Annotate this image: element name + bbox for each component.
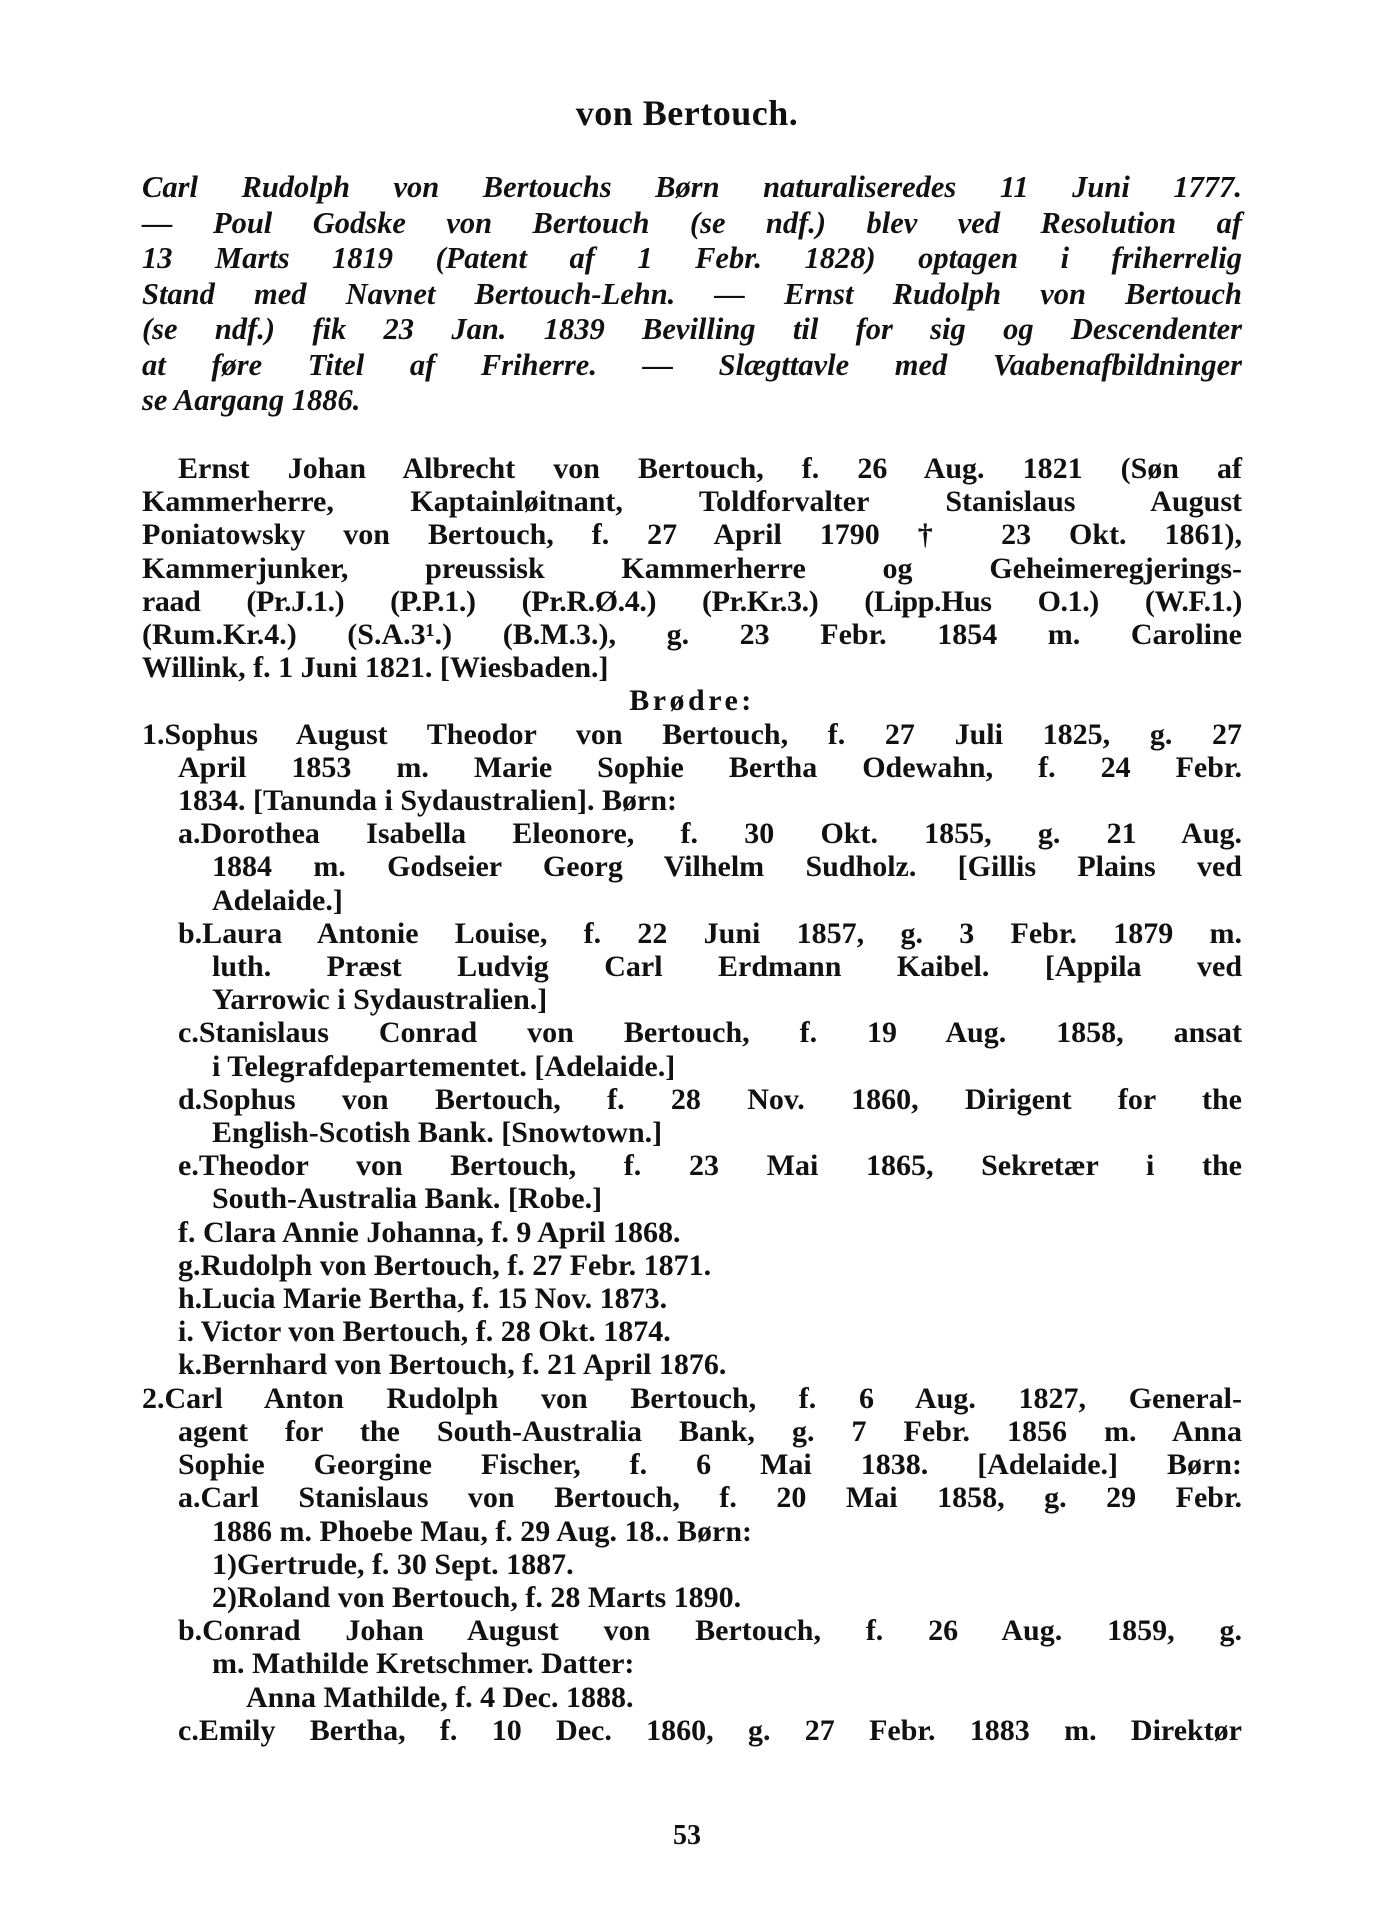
entry-line: Ernst Johan Albrecht von Bertouch, f. 26 Aug. 1821 (Søn af — [178, 452, 1242, 485]
grandchild-line: i Telegrafdepartementet. [Adelaide.] — [212, 1049, 676, 1083]
child-line: agent for the South-Australia Bank, g. 7 Febr. 1856 m. Anna — [178, 1414, 1242, 1448]
entry-line: Poniatowsky von Bertouch, f. 27 April 1790 † 23 Okt. 1861), — [142, 518, 1242, 552]
intro-line: at føre Titel af Friherre. — Slægttavle med Vaabenafbildninger — [142, 347, 1242, 382]
grandchild-line: h.Lucia Marie Bertha, f. 15 Nov. 1873. — [178, 1282, 668, 1316]
grandchild-line: 1886 m. Phoebe Mau, f. 29 Aug. 18.. Børn: — [212, 1514, 752, 1548]
grandchild-line: 1884 m. Godseier Georg Vilhelm Sudholz. [Gillis Plains ved — [212, 850, 1242, 884]
entry-line: Kammerjunker, preussisk Kammerherre og Geheimeregjerings- — [142, 551, 1242, 585]
grandchild-line: Adelaide.] — [212, 883, 343, 917]
page-title: von Bertouch. — [575, 93, 799, 133]
entry-line: raad (Pr.J.1.) (P.P.1.) (Pr.R.Ø.4.) (Pr.Kr.3.) (Lipp.Hus O.1.) (W.F.1.) — [142, 584, 1242, 618]
intro-line: Carl Rudolph von Bertouchs Børn naturaliseredes 11 Juni 1777. — [142, 170, 1242, 204]
great-grandchild-line: 1)Gertrude, f. 30 Sept. 1887. — [212, 1547, 574, 1581]
grandchild-line: c.Emily Bertha, f. 10 Dec. 1860, g. 27 Febr. 1883 m. Direktør — [178, 1713, 1242, 1747]
grandchild-line: d.Sophus von Bertouch, f. 28 Nov. 1860, Dirigent for the — [178, 1082, 1242, 1116]
grandchild-line: a.Dorothea Isabella Eleonore, f. 30 Okt. 1855, g. 21 Aug. — [178, 817, 1242, 851]
section-heading: Brødre: — [629, 684, 755, 718]
intro-line: Stand med Navnet Bertouch-Lehn. — Ernst Rudolph von Bertouch — [142, 276, 1242, 311]
intro-line: 13 Marts 1819 (Patent af 1 Febr. 1828) optagen i friherrelig — [142, 241, 1242, 275]
grandchild-line: luth. Præst Ludvig Carl Erdmann Kaibel. [Appila ved — [212, 950, 1242, 984]
grandchild-line: b.Conrad Johan August von Bertouch, f. 26 Aug. 1859, g. — [178, 1614, 1242, 1648]
page-number: 53 — [673, 1820, 701, 1851]
grandchild-line: b.Laura Antonie Louise, f. 22 Juni 1857, g. 3 Febr. 1879 m. — [178, 916, 1242, 950]
grandchild-line: South-Australia Bank. [Robe.] — [212, 1182, 603, 1216]
grandchild-line: k.Bernhard von Bertouch, f. 21 April 1876. — [178, 1348, 727, 1382]
child-line: Sophie Georgine Fischer, f. 6 Mai 1838. [Adelaide.] Børn: — [178, 1448, 1242, 1482]
intro-line: (se ndf.) fik 23 Jan. 1839 Bevilling til for sig og Descendenter — [142, 312, 1242, 346]
intro-line: se Aargang 1886. — [142, 383, 361, 417]
grandchild-line: English-Scotish Bank. [Snowtown.] — [212, 1116, 663, 1150]
great-grandchild-line: Anna Mathilde, f. 4 Dec. 1888. — [246, 1680, 634, 1714]
grandchild-line: Yarrowic i Sydaustralien.] — [212, 983, 548, 1017]
intro-line: — Poul Godske von Bertouch (se ndf.) blev ved Resolution af — [142, 205, 1242, 240]
grandchild-line: i. Victor von Bertouch, f. 28 Okt. 1874. — [178, 1315, 671, 1349]
intro-paragraph — [142, 170, 1242, 419]
grandchild-line: c.Stanislaus Conrad von Bertouch, f. 19 Aug. 1858, ansat — [178, 1016, 1242, 1050]
entry-line: (Rum.Kr.4.) (S.A.3¹.) (B.M.3.), g. 23 Febr. 1854 m. Caroline — [142, 618, 1242, 652]
child-line: 2.Carl Anton Rudolph von Bertouch, f. 6 Aug. 1827, General- — [142, 1381, 1242, 1415]
genealogy-entry — [142, 452, 1242, 1747]
grandchild-line: e.Theodor von Bertouch, f. 23 Mai 1865, Sekretær i the — [178, 1149, 1242, 1183]
entry-line: Kammerherre, Kaptainløitnant, Toldforvalter Stanislaus August — [142, 485, 1242, 519]
entry-line: Willink, f. 1 Juni 1821. [Wiesbaden.] — [142, 651, 609, 685]
grandchild-line: g.Rudolph von Bertouch, f. 27 Febr. 1871. — [178, 1248, 712, 1282]
great-grandchild-line: 2)Roland von Bertouch, f. 28 Marts 1890. — [212, 1580, 742, 1614]
grandchild-line: a.Carl Stanislaus von Bertouch, f. 20 Mai 1858, g. 29 Febr. — [178, 1481, 1242, 1515]
child-line: April 1853 m. Marie Sophie Bertha Odewahn, f. 24 Febr. — [178, 750, 1242, 784]
child-line: 1834. [Tanunda i Sydaustralien]. Børn: — [178, 784, 678, 818]
child-line: 1.Sophus August Theodor von Bertouch, f. 27 Juli 1825, g. 27 — [142, 717, 1242, 751]
grandchild-line: m. Mathilde Kretschmer. Datter: — [212, 1647, 635, 1681]
grandchild-line: f. Clara Annie Johanna, f. 9 April 1868. — [178, 1215, 681, 1249]
